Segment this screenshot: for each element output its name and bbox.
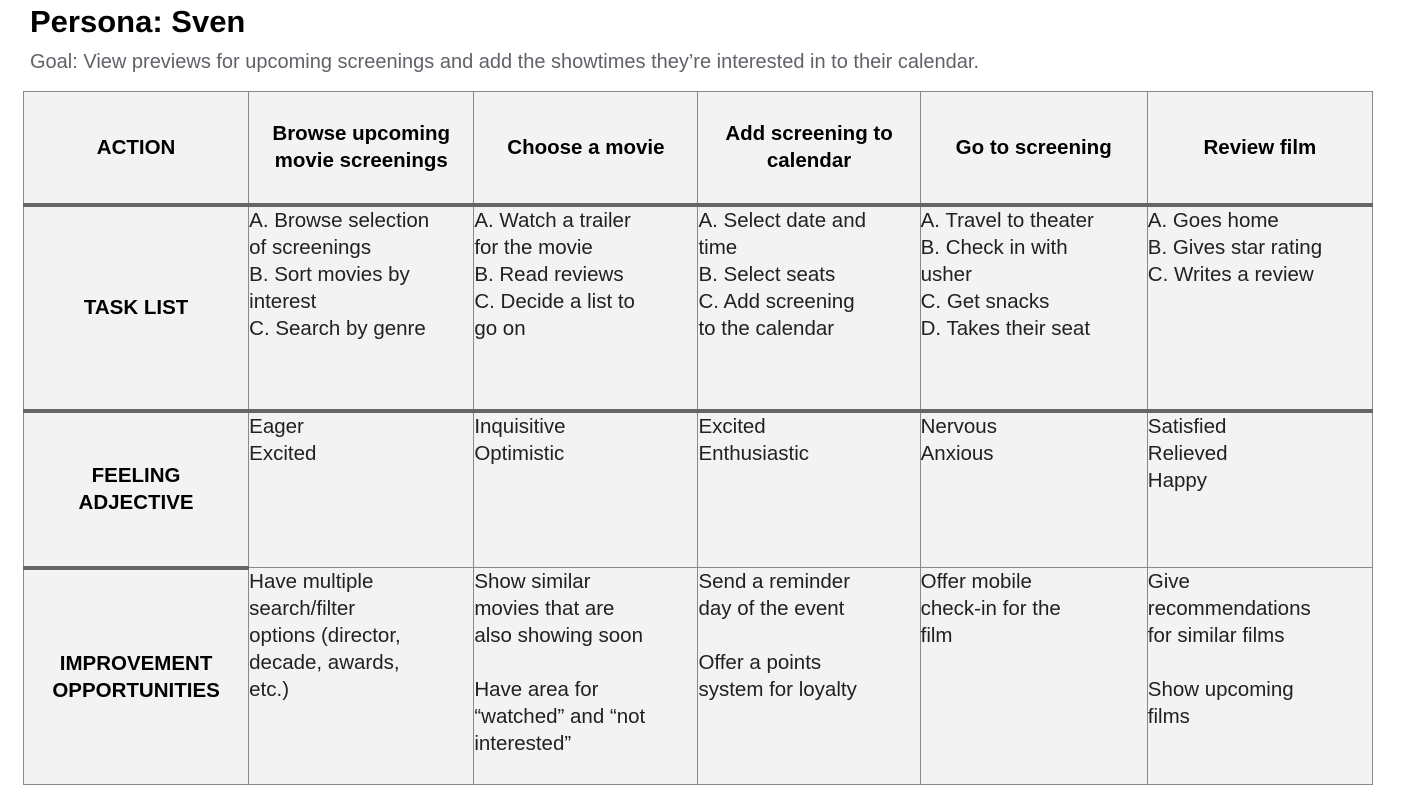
cell-text-line: C. Get snacks: [920, 289, 1050, 313]
cell-text-line: time: [698, 235, 738, 259]
task-list-cell: [249, 205, 474, 411]
cell-text-line: day of the event: [698, 597, 845, 620]
cell-text-line: search/filter: [249, 597, 356, 620]
stage-header-add-to-calendar: Add screening to calendar: [698, 92, 920, 205]
feeling-cell: [1147, 411, 1372, 568]
cell-text-line: options (director,: [249, 624, 401, 647]
cell-text-line: Eager: [249, 414, 304, 438]
improvement-cell: [249, 568, 474, 785]
cell-text-line: Excited: [698, 414, 766, 438]
cell-text-line: of screenings: [249, 235, 372, 259]
cell-text-line: Satisfied: [1147, 414, 1227, 438]
task-list-cell: [920, 205, 1147, 411]
cell-text-line: Give: [1147, 570, 1190, 593]
cell-text-line: Show upcoming: [1147, 678, 1294, 701]
cell-text-line: Enthusiastic: [698, 441, 809, 465]
feeling-cell: [249, 411, 474, 568]
cell-text-line: A. Goes home: [1147, 208, 1279, 232]
cell-text-line: B. Read reviews: [474, 262, 624, 286]
cell-text-line: C. Add screening: [698, 289, 855, 313]
cell-text-line: for the movie: [474, 235, 593, 259]
cell-text-line: D. Takes their seat: [920, 316, 1091, 340]
cell-text-line: Offer mobile: [920, 570, 1032, 593]
journey-map-table: [23, 91, 1373, 785]
cell-text-line: “watched” and “not: [474, 705, 646, 728]
task-list-cell: [474, 205, 698, 411]
cell-text-line: movies that are: [474, 597, 615, 620]
feeling-cell: [474, 411, 698, 568]
cell-text-line: films: [1147, 705, 1190, 728]
cell-text-line: for similar films: [1147, 624, 1285, 647]
feeling-cell: [698, 411, 920, 568]
cell-text-line: Inquisitive: [474, 414, 566, 438]
cell-text-line: Show similar: [474, 570, 591, 593]
page-title: Persona: Sven: [30, 4, 246, 39]
cell-text-line: Have multiple: [249, 570, 374, 593]
cell-text-line: check-in for the: [920, 597, 1061, 620]
improvement-label-line-2: OPPORTUNITIES: [52, 678, 220, 702]
feeling-label-line-2: ADJECTIVE: [78, 491, 194, 514]
feeling-label-line-1: FEELING: [91, 464, 181, 487]
cell-text-line: interested”: [474, 732, 572, 755]
cell-text-line: recommendations: [1147, 597, 1311, 620]
feeling-adjective-label: [24, 411, 249, 568]
improvement-cell: [698, 568, 920, 785]
cell-text-line: Have area for: [474, 678, 599, 701]
cell-text-line: B. Check in with: [920, 235, 1068, 259]
feeling-row: [24, 411, 1373, 568]
cell-text-line: usher: [920, 262, 972, 286]
paragraph-gap: [698, 622, 919, 649]
paragraph-gap: [1148, 649, 1372, 676]
stage-header-browse: Browse upcoming movie screenings: [249, 92, 474, 205]
cell-text-line: etc.): [249, 678, 290, 701]
cell-text-line: Excited: [249, 441, 317, 465]
improvement-cell: [474, 568, 698, 785]
cell-text-line: A. Browse selection: [249, 208, 430, 232]
cell-text-line: also showing soon: [474, 624, 643, 647]
cell-text-line: interest: [249, 289, 317, 313]
improvement-row: [24, 568, 1373, 785]
task-list-cell: [698, 205, 920, 411]
cell-text-line: go on: [474, 316, 526, 340]
stage-header-go-to-screening: Go to screening: [920, 92, 1147, 205]
cell-text-line: C. Writes a review: [1147, 262, 1314, 286]
stage-header-row: [24, 92, 1373, 205]
action-header: ACTION: [24, 92, 249, 205]
improvement-opportunities-label: [24, 568, 249, 785]
cell-text-line: C. Decide a list to: [474, 289, 635, 313]
cell-text-line: A. Select date and: [698, 208, 867, 232]
cell-text-line: A. Watch a trailer: [474, 208, 631, 232]
task-list-row: [24, 205, 1373, 411]
cell-text-line: decade, awards,: [249, 651, 400, 674]
improvement-label-line-1: IMPROVEMENT: [59, 651, 213, 675]
improvement-cell: [1147, 568, 1372, 785]
paragraph-gap: [474, 649, 697, 676]
cell-text-line: B. Sort movies by: [249, 262, 410, 286]
cell-text-line: Anxious: [920, 441, 994, 465]
stage-header-choose: Choose a movie: [474, 92, 698, 205]
cell-text-line: B. Select seats: [698, 262, 836, 286]
cell-text-line: Offer a points: [698, 651, 822, 674]
cell-text-line: film: [920, 624, 953, 647]
cell-text-line: Relieved: [1147, 441, 1228, 465]
cell-text-line: Happy: [1147, 468, 1208, 492]
cell-text-line: B. Gives star rating: [1147, 235, 1323, 259]
cell-text-line: Send a reminder: [698, 570, 851, 593]
improvement-cell: [920, 568, 1147, 785]
cell-text-line: to the calendar: [698, 316, 835, 340]
persona-goal: Goal: View previews for upcoming screenings and add the showtimes they’re interested in to their calendar.: [30, 51, 980, 73]
cell-text-line: C. Search by genre: [249, 316, 426, 340]
cell-text-line: Nervous: [920, 414, 997, 438]
cell-text-line: A. Travel to theater: [920, 208, 1094, 232]
stage-header-review: Review film: [1147, 92, 1372, 205]
feeling-cell: [920, 411, 1147, 568]
task-list-cell: [1147, 205, 1372, 411]
cell-text-line: Optimistic: [474, 441, 565, 465]
cell-text-line: system for loyalty: [698, 678, 857, 701]
task-list-label: TASK LIST: [24, 205, 249, 411]
